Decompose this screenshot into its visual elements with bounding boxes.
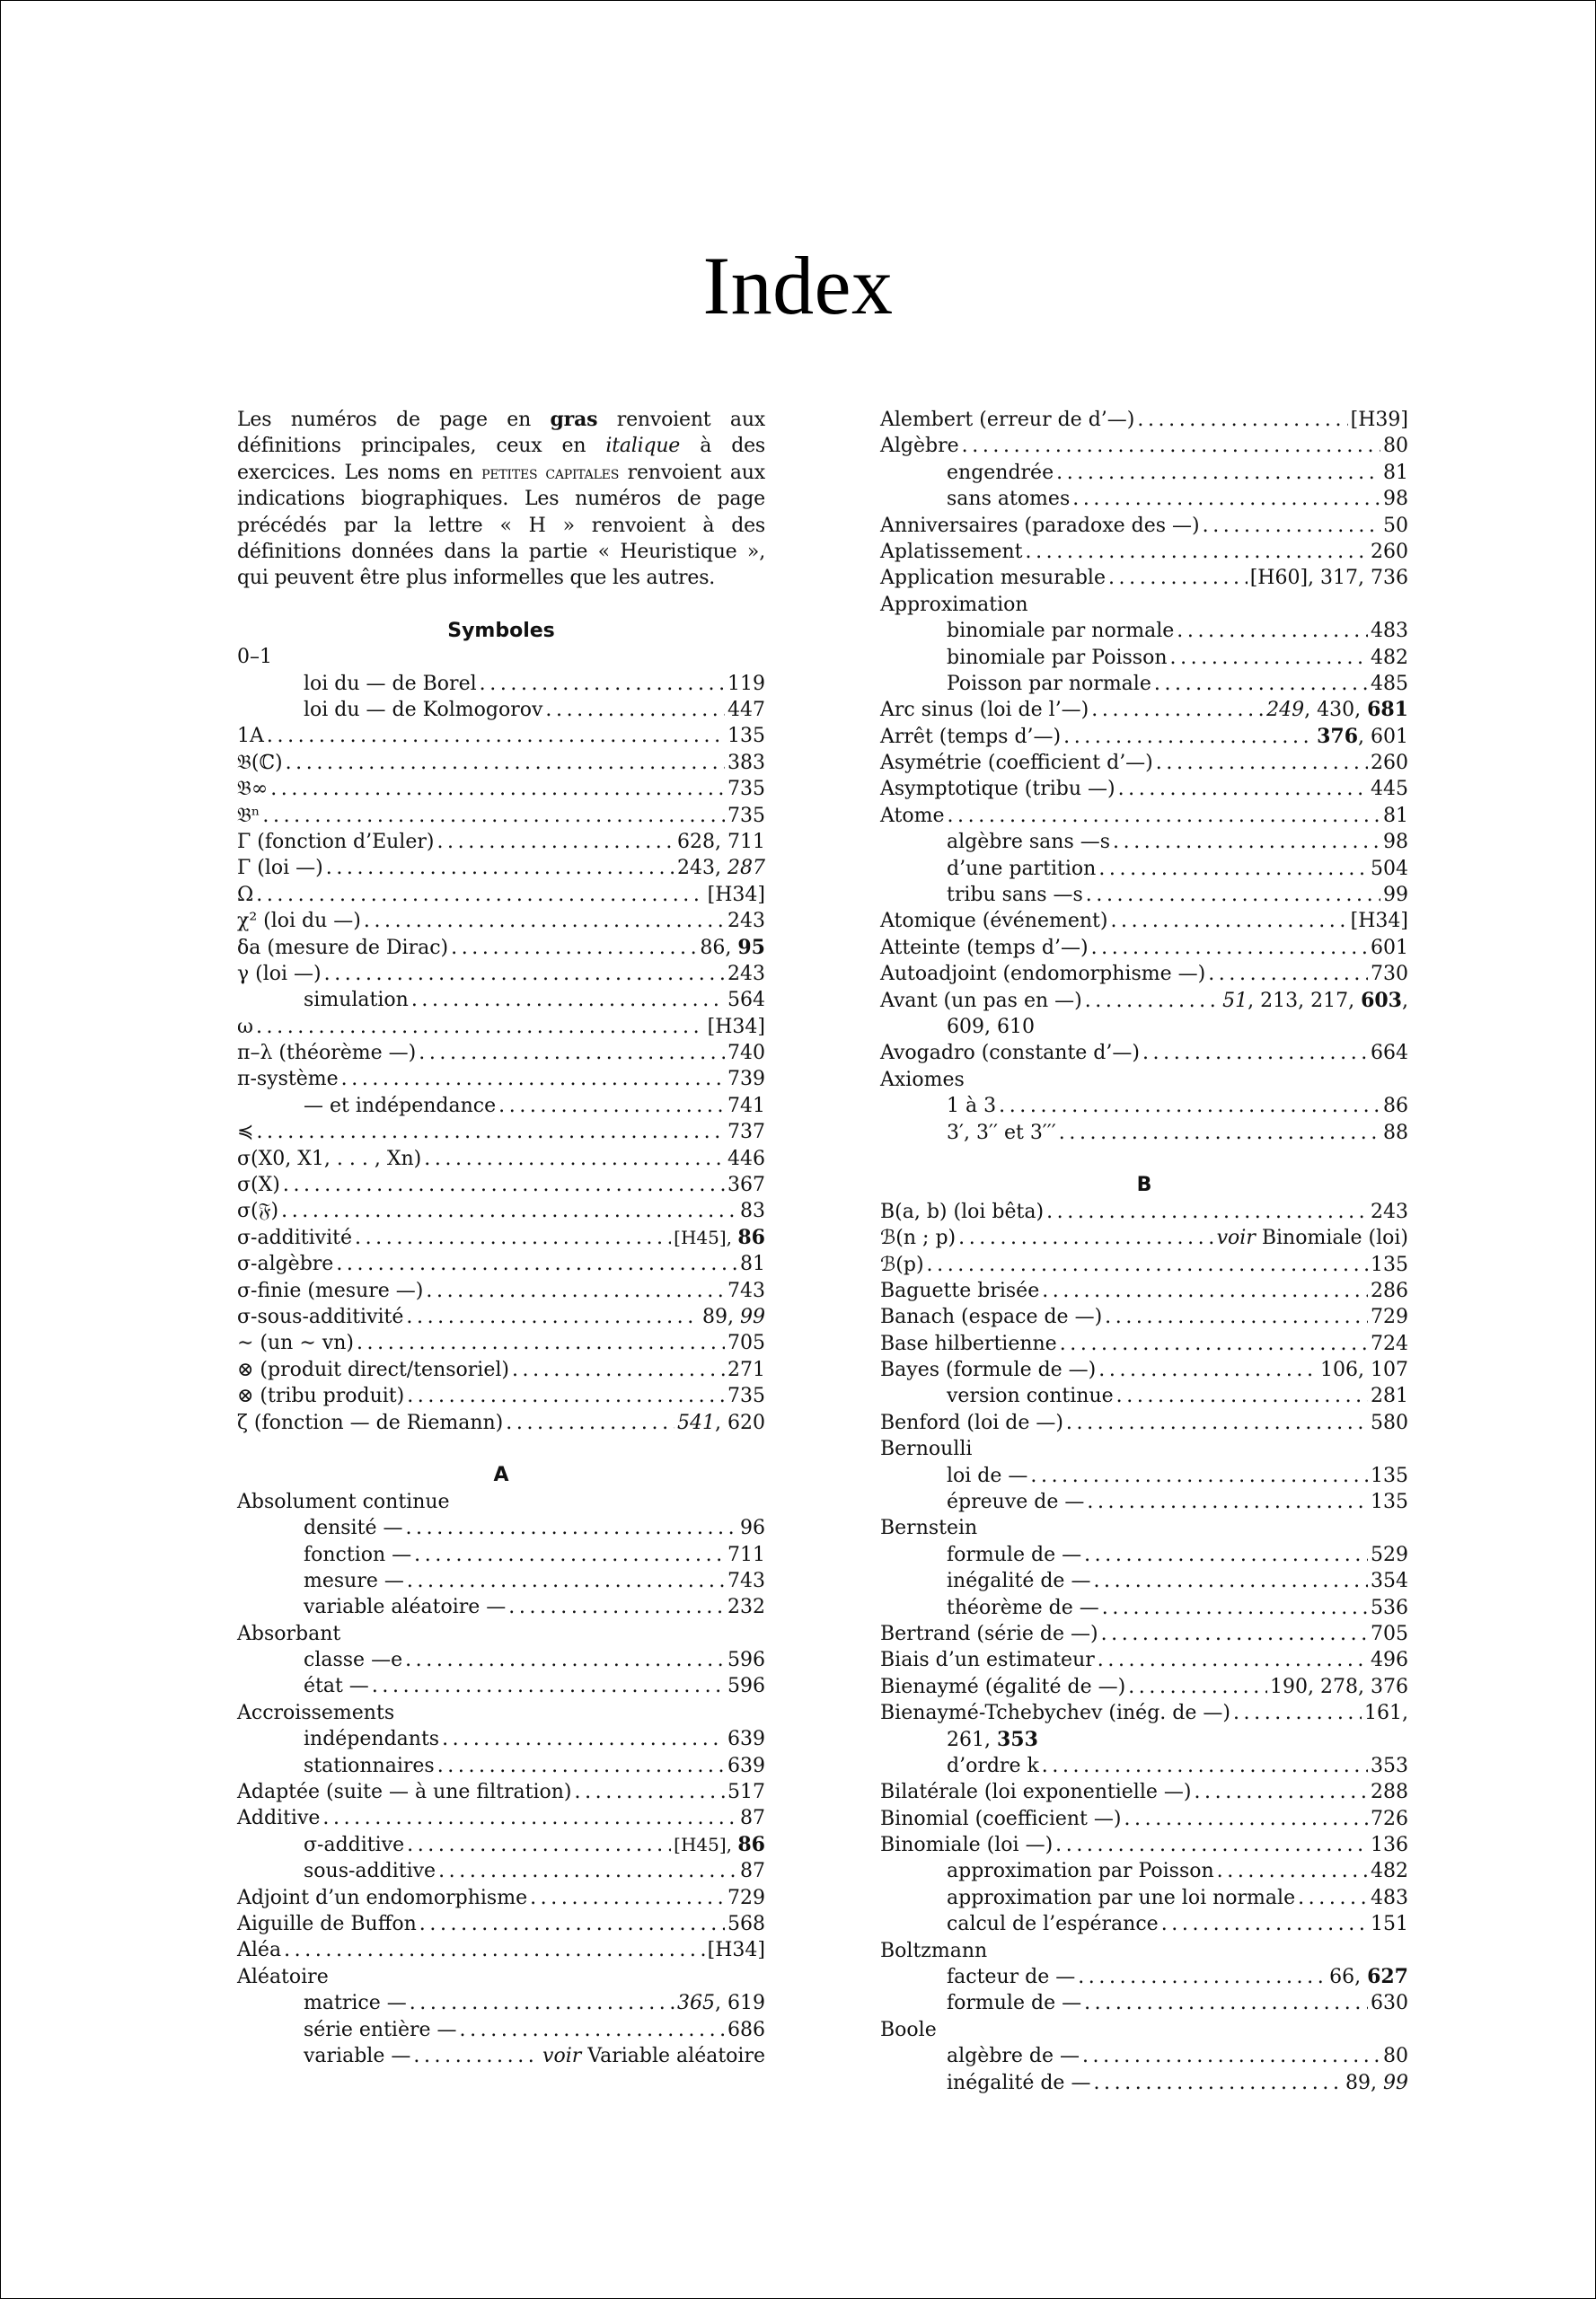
index-entry: Binomiale (loi —) . . . 136 [880,1832,1408,1858]
index-entry: Adjoint d’un endomorphisme . . . 729 [237,1885,765,1911]
index-subentry: fonction — . . . 711 [237,1542,765,1568]
index-subentry: théorème de — . . . 536 [880,1595,1408,1621]
index-entry: Avant (un pas en —) . . . 51, 213, 217, 603, [880,988,1408,1014]
index-entry: Banach (espace de —) . . . 729 [880,1304,1408,1330]
index-subentry: loi du — de Borel . . . 119 [237,671,765,697]
index-entry: ∼ (un ∼ vn) . . . 705 [237,1330,765,1356]
index-subentry: engendrée . . . 81 [880,460,1408,486]
index-entry: σ(X0, X1, . . . , Xn) . . . 446 [237,1146,765,1172]
index-entry: Asymétrie (coefficient d’—) . . . 260 [880,750,1408,776]
index-subentry: tribu sans —s . . . 99 [880,882,1408,908]
index-entry: γ (loi —) . . . 243 [237,961,765,987]
index-entry: σ(𝔉) . . . 83 [237,1198,765,1224]
index-subentry: version continue . . . 281 [880,1383,1408,1409]
index-entry: Atome . . . 81 [880,803,1408,829]
index-continuation: 261, 353 [947,1727,1038,1751]
index-entry: Algèbre . . . 80 [880,433,1408,459]
index-entry: 𝔅ⁿ . . . 735 [237,803,765,829]
index-subentry: épreuve de — . . . 135 [880,1489,1408,1515]
index-entry: σ-sous-additivité . . . 89, 99 [237,1304,765,1330]
section-heading-a: A [493,1464,509,1487]
left-column [237,407,765,2069]
index-subentry: sous-additive . . . 87 [237,1858,765,1884]
index-subentry: σ-additive . . . [H45], 86 [237,1832,765,1858]
index-entry: σ-algèbre . . . 81 [237,1251,765,1277]
index-entry: δa (mesure de Dirac) . . . 86, 95 [237,935,765,961]
index-entry: Application mesurable . . . [H60], 317, 736 [880,565,1408,591]
index-entry: σ(X) . . . 367 [237,1172,765,1198]
index-entry: Bernstein [880,1517,978,1540]
index-entry: ⊗ (produit direct/tensoriel) . . . 271 [237,1357,765,1383]
index-entry: Binomial (coefficient —) . . . 726 [880,1806,1408,1832]
page-title: Index [702,240,894,331]
index-entry: ℬ(n ; p) . . . voir Binomiale (loi) [880,1225,1408,1251]
index-subentry: loi du — de Kolmogorov . . . 447 [237,697,765,723]
index-entry: ℬ(p) . . . 135 [880,1252,1408,1278]
right-column [880,407,1408,2096]
index-entry: Alembert (erreur de d’—) . . . [H39] [880,407,1408,433]
index-subentry: sans atomes . . . 98 [880,486,1408,512]
index-continuation: 609, 610 [947,1015,1035,1038]
index-subentry: inégalité de — . . . 89, 99 [880,2070,1408,2096]
index-subentry: 1 à 3 . . . 86 [880,1093,1408,1119]
index-subentry: binomiale par Poisson . . . 482 [880,645,1408,671]
index-entry: ⊗ (tribu produit) . . . 735 [237,1383,765,1409]
index-entry: χ² (loi du —) . . . 243 [237,908,765,934]
index-entry: ≼ . . . 737 [237,1119,765,1145]
index-subentry: algèbre de — . . . 80 [880,2043,1408,2069]
index-entry: Boole [880,2018,937,2041]
index-entry: Aplatissement . . . 260 [880,539,1408,565]
index-entry: Approximation [880,593,1028,616]
index-subentry: approximation par une loi normale . . . 483 [880,1885,1408,1911]
index-entry: Base hilbertienne . . . 724 [880,1331,1408,1357]
index-subentry: 3′, 3′′ et 3′′′ . . . 88 [880,1120,1408,1146]
index-subentry: approximation par Poisson . . . 482 [880,1858,1408,1884]
index-entry: Bernoulli [880,1438,973,1461]
intro-paragraph: Les numéros de page en gras renvoient aux définitions principales, ceux en italique à des exercices. Les noms en petites capitales renvoient aux indications biographiques. Les numéros de page précédés par la lettre « H » renvoient à des définitions données dans la partie « Heuristique », qui peuvent être plus informelles que les autres. [237,408,766,590]
index-entry: Bienaymé (égalité de —) . . . 190, 278, 376 [880,1674,1408,1700]
index-entry: 1A . . . 135 [237,723,765,749]
index-entry: Aléatoire [237,1965,329,1988]
index-entry: Baguette brisée . . . 286 [880,1278,1408,1304]
index-subentry: variable aléatoire — . . . 232 [237,1594,765,1620]
index-subentry: mesure — . . . 743 [237,1568,765,1594]
index-subentry: binomiale par normale . . . 483 [880,618,1408,644]
index-subentry: série entière — . . . 686 [237,2017,765,2043]
index-entry: Arrêt (temps d’—) . . . 376, 601 [880,724,1408,750]
index-entry: 0–1 [237,646,272,669]
index-subentry: variable — . . . voir Variable aléatoire [237,2043,765,2069]
index-subentry: indépendants . . . 639 [237,1726,765,1752]
index-entry: Axiomes [880,1068,965,1091]
index-entry: Γ (fonction d’Euler) . . . 628, 711 [237,829,765,855]
index-subentry: — et indépendance . . . 741 [237,1093,765,1119]
index-entry: Atteinte (temps d’—) . . . 601 [880,935,1408,961]
index-entry: Anniversaires (paradoxe des —) . . . 50 [880,513,1408,539]
index-subentry: calcul de l’espérance . . . 151 [880,1911,1408,1937]
index-entry: Absorbant [237,1622,341,1645]
index-entry: Bilatérale (loi exponentielle —) . . . 288 [880,1779,1408,1805]
index-subentry: Poisson par normale . . . 485 [880,671,1408,697]
index-entry: Adaptée (suite — à une filtration) . . . 517 [237,1779,765,1805]
index-entry: B(a, b) (loi bêta) . . . 243 [880,1199,1408,1225]
index-subentry: algèbre sans —s . . . 98 [880,829,1408,855]
section-heading-symboles: Symboles [447,619,555,642]
index-subentry: loi de — . . . 135 [880,1463,1408,1489]
index-entry: Additive . . . 87 [237,1805,765,1831]
index-subentry: d’une partition . . . 504 [880,856,1408,882]
index-subentry: formule de — . . . 529 [880,1542,1408,1568]
index-entry: Atomique (événement) . . . [H34] [880,908,1408,934]
index-subentry: formule de — . . . 630 [880,1990,1408,2016]
index-entry: Asymptotique (tribu —) . . . 445 [880,776,1408,802]
index-entry: Autoadjoint (endomorphisme —) . . . 730 [880,961,1408,987]
index-entry: Avogadro (constante d’—) . . . 664 [880,1040,1408,1066]
index-entry: Arc sinus (loi de l’—) . . . 249, 430, 681 [880,697,1408,723]
index-entry: Bertrand (série de —) . . . 705 [880,1621,1408,1647]
index-entry: ζ (fonction — de Riemann) . . . 541, 620 [237,1410,765,1436]
index-entry: 𝔅∞ . . . 735 [237,776,765,802]
index-entry: Aléa . . . [H34] [237,1937,765,1963]
index-entry: Accroissements [237,1701,395,1724]
index-subentry: facteur de — . . . 66, 627 [880,1964,1408,1990]
index-entry: Absolument continue [237,1490,450,1513]
index-subentry: simulation . . . 564 [237,987,765,1013]
index-entry: Biais d’un estimateur . . . 496 [880,1647,1408,1673]
index-subentry: d’ordre k . . . 353 [880,1753,1408,1779]
index-subentry: densité — . . . 96 [237,1515,765,1541]
index-entry: Boltzmann [880,1939,988,1962]
index-entry: π-système . . . 739 [237,1066,765,1092]
section-heading-b: B [1136,1174,1152,1197]
index-entry: Bayes (formule de —) . . . 106, 107 [880,1357,1408,1383]
index-entry: Bienaymé-Tchebychev (inég. de —) . . . 161, [880,1700,1408,1726]
index-entry: ω . . . [H34] [237,1014,765,1040]
index-entry: σ-additivité . . . [H45], 86 [237,1225,765,1251]
index-entry: 𝔅(ℂ) . . . 383 [237,750,765,776]
index-entry: σ-finie (mesure —) . . . 743 [237,1278,765,1304]
index-subentry: matrice — . . . 365, 619 [237,1990,765,2016]
index-entry: Benford (loi de —) . . . 580 [880,1410,1408,1436]
index-subentry: stationnaires . . . 639 [237,1753,765,1779]
index-entry: Γ (loi —) . . . 243, 287 [237,855,765,881]
index-entry: Ω . . . [H34] [237,882,765,908]
index-subentry: état — . . . 596 [237,1673,765,1699]
index-subentry: classe —e . . . 596 [237,1647,765,1673]
index-entry: π–λ (théorème —) . . . 740 [237,1040,765,1066]
index-entry: Aiguille de Buffon . . . 568 [237,1911,765,1937]
index-subentry: inégalité de — . . . 354 [880,1568,1408,1594]
